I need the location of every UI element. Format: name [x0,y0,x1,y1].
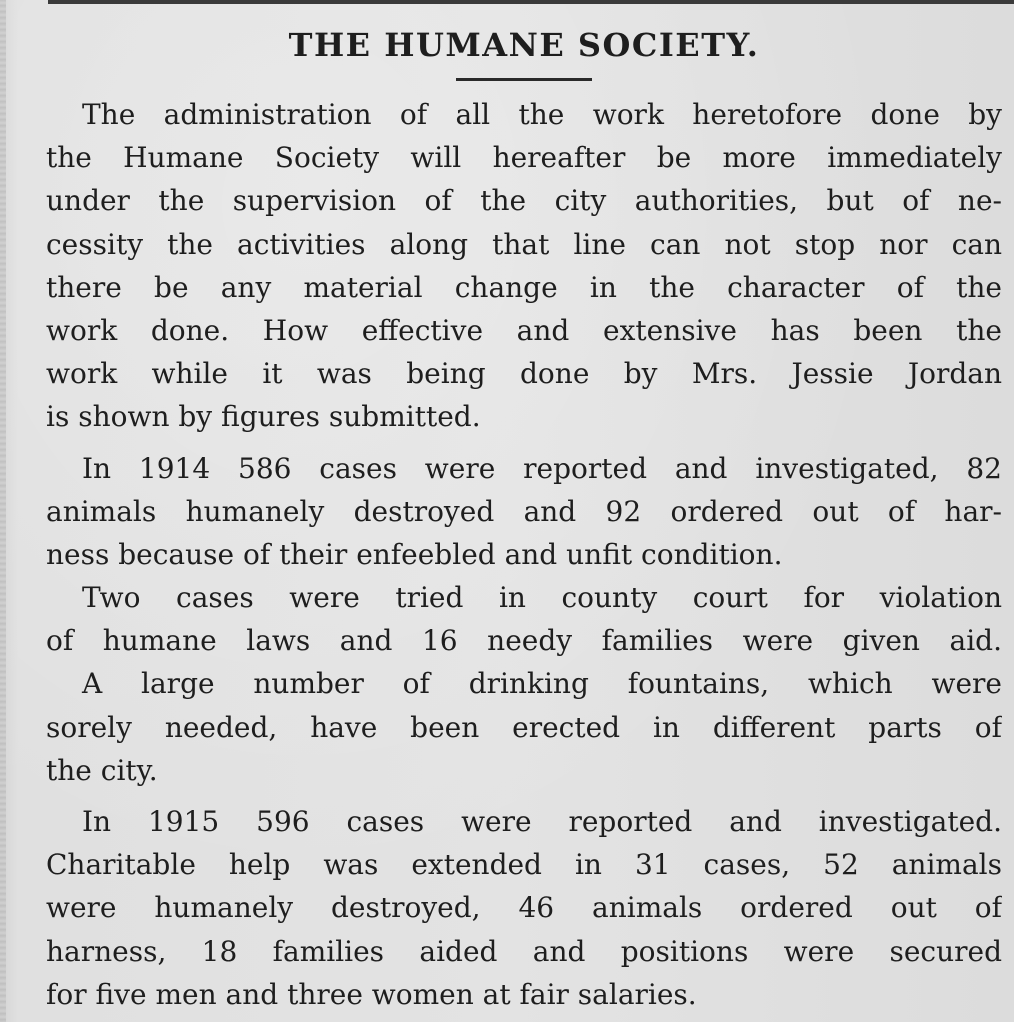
text-line: ness because of their enfeebled and unfit condition. [46,537,783,571]
text-line: animals humanely destroyed and 92 ordered out of har- [46,494,1002,528]
text-line: In 1915 596 cases were reported and investigated. [82,805,1002,838]
text-line: Two cases were tried in county court for violation [82,581,1002,615]
text-line: A large number of drinking fountains, which were [82,667,1002,701]
paragraph-2 [46,447,1002,577]
column-top-rule [48,0,1014,4]
text-line: there be any material change in the character of the [46,270,1002,304]
text-line: sorely needed, have been erected in different parts of [46,710,1002,744]
text-line: is shown by figures submitted. [46,400,481,434]
text-line: work while it was being done by Mrs. Jessie Jordan [46,357,1002,391]
paragraph-5 [46,800,1002,1016]
text-line: In 1914 586 cases were reported and investigated, 82 [82,451,1002,485]
text-line: Charitable help was extended in 31 cases, 52 animals [46,848,1002,882]
text-line: The administration of all the work heretofore done by [82,98,1002,131]
page-edge [0,0,6,1022]
text-line: the city. [46,753,158,787]
article [46,22,1002,1016]
text-line: work done. How effective and extensive has been the [46,313,1002,347]
text-line: were humanely destroyed, 46 animals ordered out of [46,891,1002,925]
paragraph-4 [46,662,1002,792]
text-line: harness, 18 families aided and positions were secured [46,934,1002,968]
headline: THE HUMANE SOCIETY. [288,26,760,64]
text-line: of humane laws and 16 needy families were given aid. [46,624,1002,658]
text-line: cessity the activities along that line can not stop nor can [46,227,1002,261]
text-line: the Humane Society will hereafter be more immediately [46,141,1002,175]
paragraph-1 [46,93,1002,439]
paragraph-3 [46,576,1002,662]
text-line: for five men and three women at fair salaries. [46,977,697,1011]
text-line: under the supervision of the city authorities, but of ne- [46,184,1002,218]
headline-rule [456,78,592,81]
